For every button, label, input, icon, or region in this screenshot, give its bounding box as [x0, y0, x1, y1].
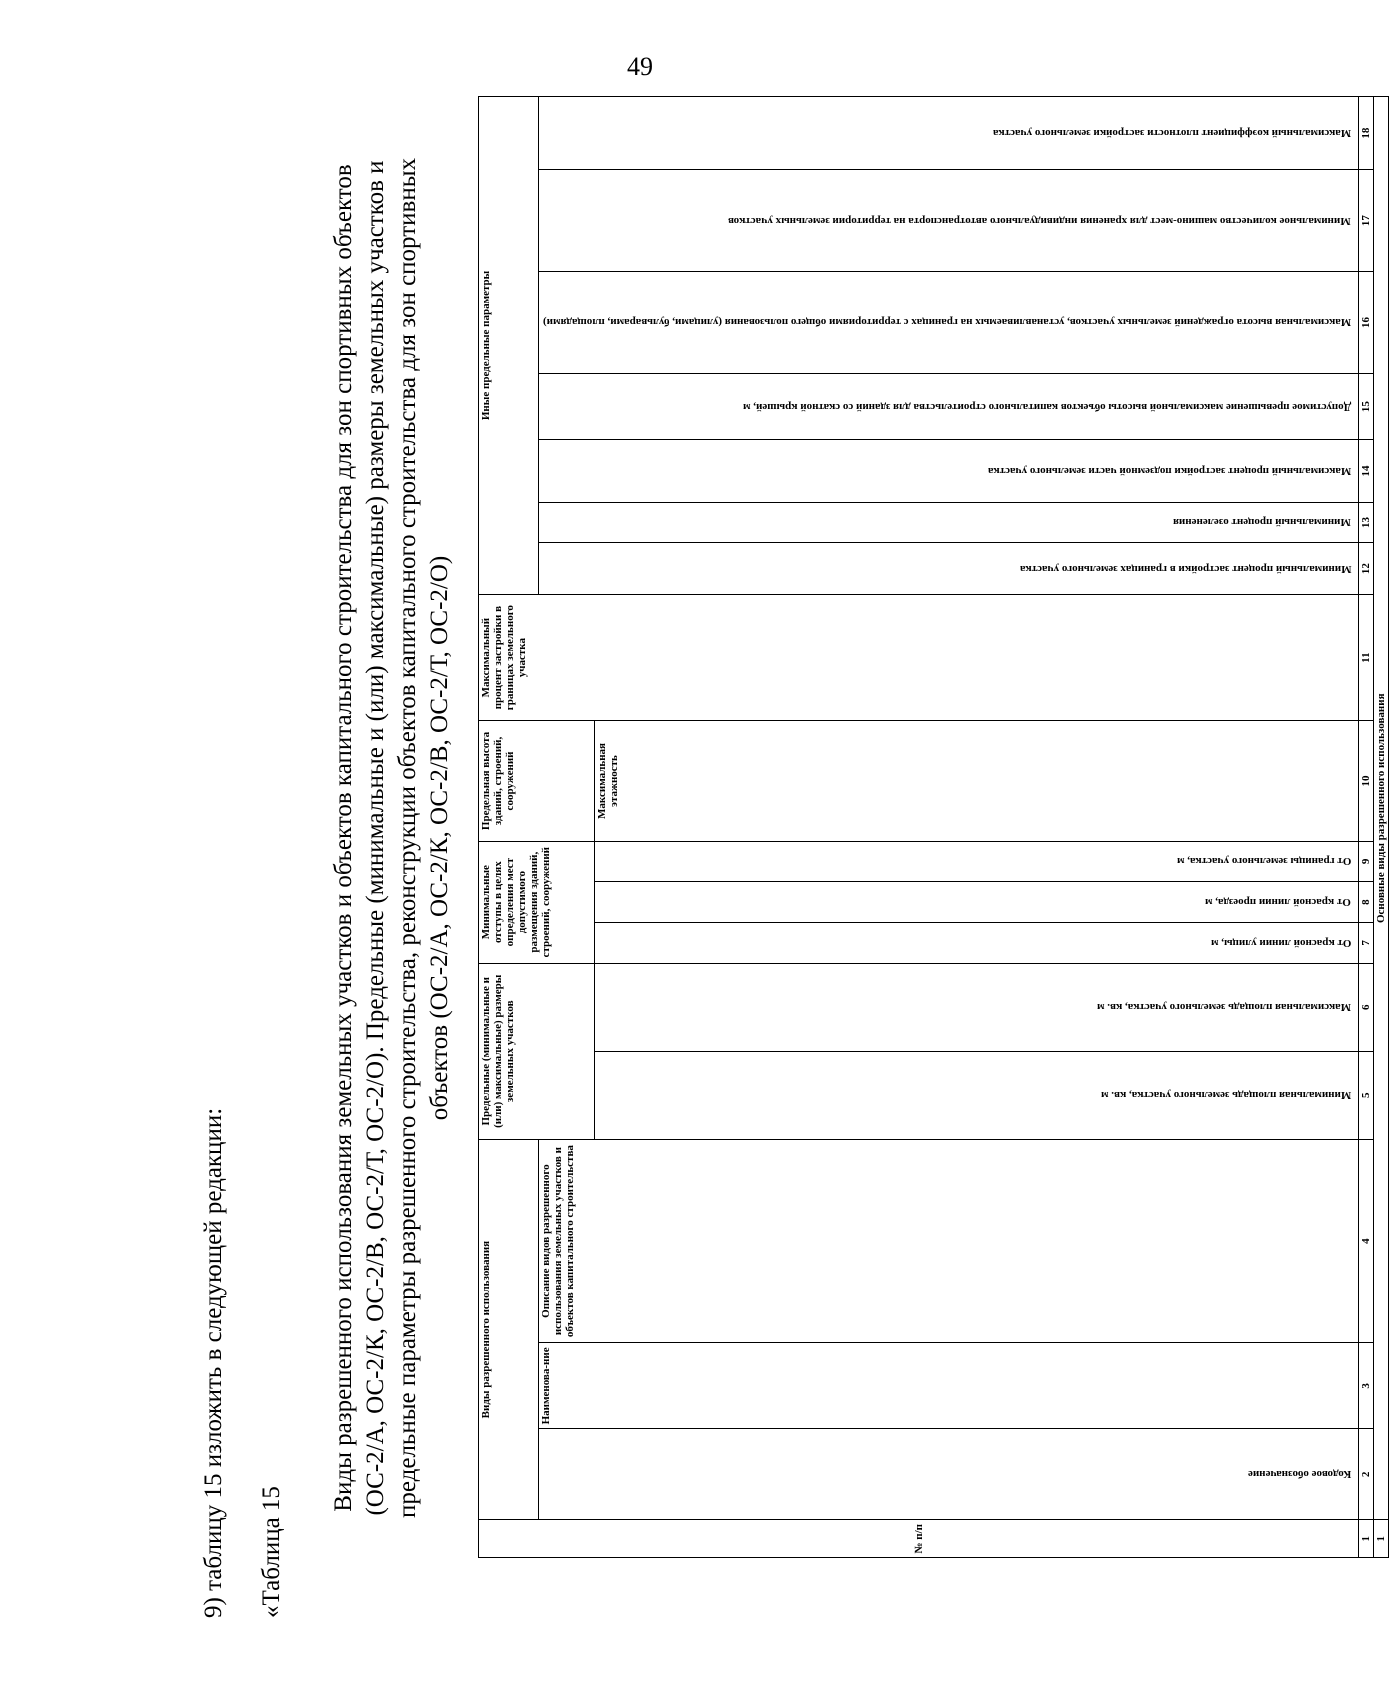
- col-num-15: 15: [1359, 373, 1374, 440]
- header-max-build-percent: Максимальный процент застройки в границах земельного участка: [479, 594, 1359, 721]
- col-num-5: 5: [1359, 1051, 1374, 1139]
- header-o13-cell: [539, 502, 1359, 543]
- header-min-area: Минимальная площадь земельного участка, кв. м: [1100, 1089, 1352, 1102]
- col-num-14: 14: [1359, 440, 1374, 502]
- header-code-cell: [539, 1429, 1359, 1520]
- header-o17-cell: [539, 170, 1359, 272]
- col-num-8: 8: [1359, 882, 1374, 923]
- header-parking-spaces: Минимальное количество машино-мест для хранения индивидуального автотранспорта на территории земельных участков: [728, 214, 1352, 227]
- col-num-12: 12: [1359, 543, 1374, 594]
- col-num-2: 2: [1359, 1429, 1374, 1520]
- rotated-page-content: [200, 93, 1388, 1618]
- col-num-9: 9: [1359, 841, 1374, 882]
- header-off-border-cell: [594, 841, 1358, 882]
- col-num-10: 10: [1359, 721, 1374, 841]
- header-name: Наименова-ние: [539, 1343, 1359, 1429]
- header-min-green-percent: Минимальный процент озеленения: [1173, 516, 1352, 529]
- col-num-3: 3: [1359, 1343, 1374, 1429]
- header-number: № п/п: [479, 1520, 1359, 1558]
- header-offset-border: От границы земельного участка, м: [1176, 855, 1352, 868]
- header-density-coefficient: Максимальный коэффициент плотности застройки земельного участка: [992, 127, 1352, 140]
- col-num-13: 13: [1359, 502, 1374, 543]
- header-code: Кодовое обозначение: [1247, 1468, 1352, 1481]
- col-num-4: 4: [1359, 1139, 1374, 1343]
- header-o18-cell: [539, 97, 1359, 170]
- table-title: Виды разрешенного использования земельных участков и объектов капитального строительства для зон спортивных объектов (ОС-2/А, ОС-2/К, ОС-2/В, ОС-2/Т, ОС-2/О). Предельные (минимальные и (или) максимальные) размеры земельных участков и предельные параметры разрешенного строительства, реконструкции объектов капитального строительства для зон спортивных объектов (ОС-2/А, ОС-2/К, ОС-2/В, ОС-2/Т, ОС-2/О): [330, 158, 453, 1518]
- header-max-area-cell: [594, 963, 1358, 1051]
- col-num-18: 18: [1359, 97, 1374, 170]
- col-num-11: 11: [1359, 594, 1374, 721]
- header-off-drive-cell: [594, 882, 1358, 923]
- header-min-offsets: Минимальные отступы в целях определения мест допустимого размещения зданий, строений, сооружений: [479, 841, 595, 963]
- header-o14-cell: [539, 440, 1359, 502]
- column-number-row: [1359, 97, 1374, 1558]
- section-row: [1374, 97, 1389, 1558]
- header-max-area: Максимальная площадь земельного участка, кв. м: [1097, 1001, 1352, 1014]
- page-number: 49: [627, 52, 653, 81]
- header-fence-height: Максимальная высота ограждений земельных участков, устанавливаемых на границах с территориями общего пользования (улицами, бульварами, площадями): [543, 316, 1352, 329]
- col-num-16: 16: [1359, 272, 1374, 374]
- col-num-7: 7: [1359, 923, 1374, 964]
- col-num-17: 17: [1359, 170, 1374, 272]
- header-max-floors: Максимальная этажность: [594, 721, 1358, 841]
- header-other-params: Иные предельные параметры: [479, 97, 539, 595]
- section-number: 1: [1374, 1520, 1389, 1558]
- header-height-excess: Допустимое превышение максимальной высоты объектов капитального строительства для зданий со скатной крышей, м: [742, 400, 1352, 413]
- intro-text: 9) таблицу 15 изложить в следующей редакции:: [200, 1107, 227, 1618]
- header-min-build-percent: Минимальный процент застройки в границах земельного участка: [1019, 562, 1352, 575]
- header-permitted-use: Виды разрешенного использования: [479, 1139, 539, 1520]
- header-min-area-cell: [594, 1051, 1358, 1139]
- header-offset-street: От красной линии улицы, м: [1210, 936, 1352, 949]
- zoning-table: [478, 96, 1389, 1558]
- header-max-height: Предельная высота зданий, строений, сооружений: [479, 721, 595, 841]
- table-label: «Таблица 15: [258, 1486, 285, 1618]
- header-o16-cell: [539, 272, 1359, 374]
- header-offset-driveway: От красной линии проезда, м: [1205, 896, 1352, 909]
- header-o15-cell: [539, 373, 1359, 440]
- header-description: Описание видов разрешенного использования земельных участков и объектов капитального строительства: [539, 1139, 1359, 1343]
- header-off-street-cell: [594, 923, 1358, 964]
- col-num-1: 1: [1359, 1520, 1374, 1558]
- header-o12-cell: [539, 543, 1359, 594]
- col-num-6: 6: [1359, 963, 1374, 1051]
- header-max-underground-percent: Максимальный процент застройки подземной части земельного участка: [987, 465, 1352, 478]
- section-label: Основные виды разрешенного использования: [1374, 97, 1389, 1520]
- header-plot-size: Предельные (минимальные и (или) максимальные) размеры земельных участков: [479, 963, 595, 1139]
